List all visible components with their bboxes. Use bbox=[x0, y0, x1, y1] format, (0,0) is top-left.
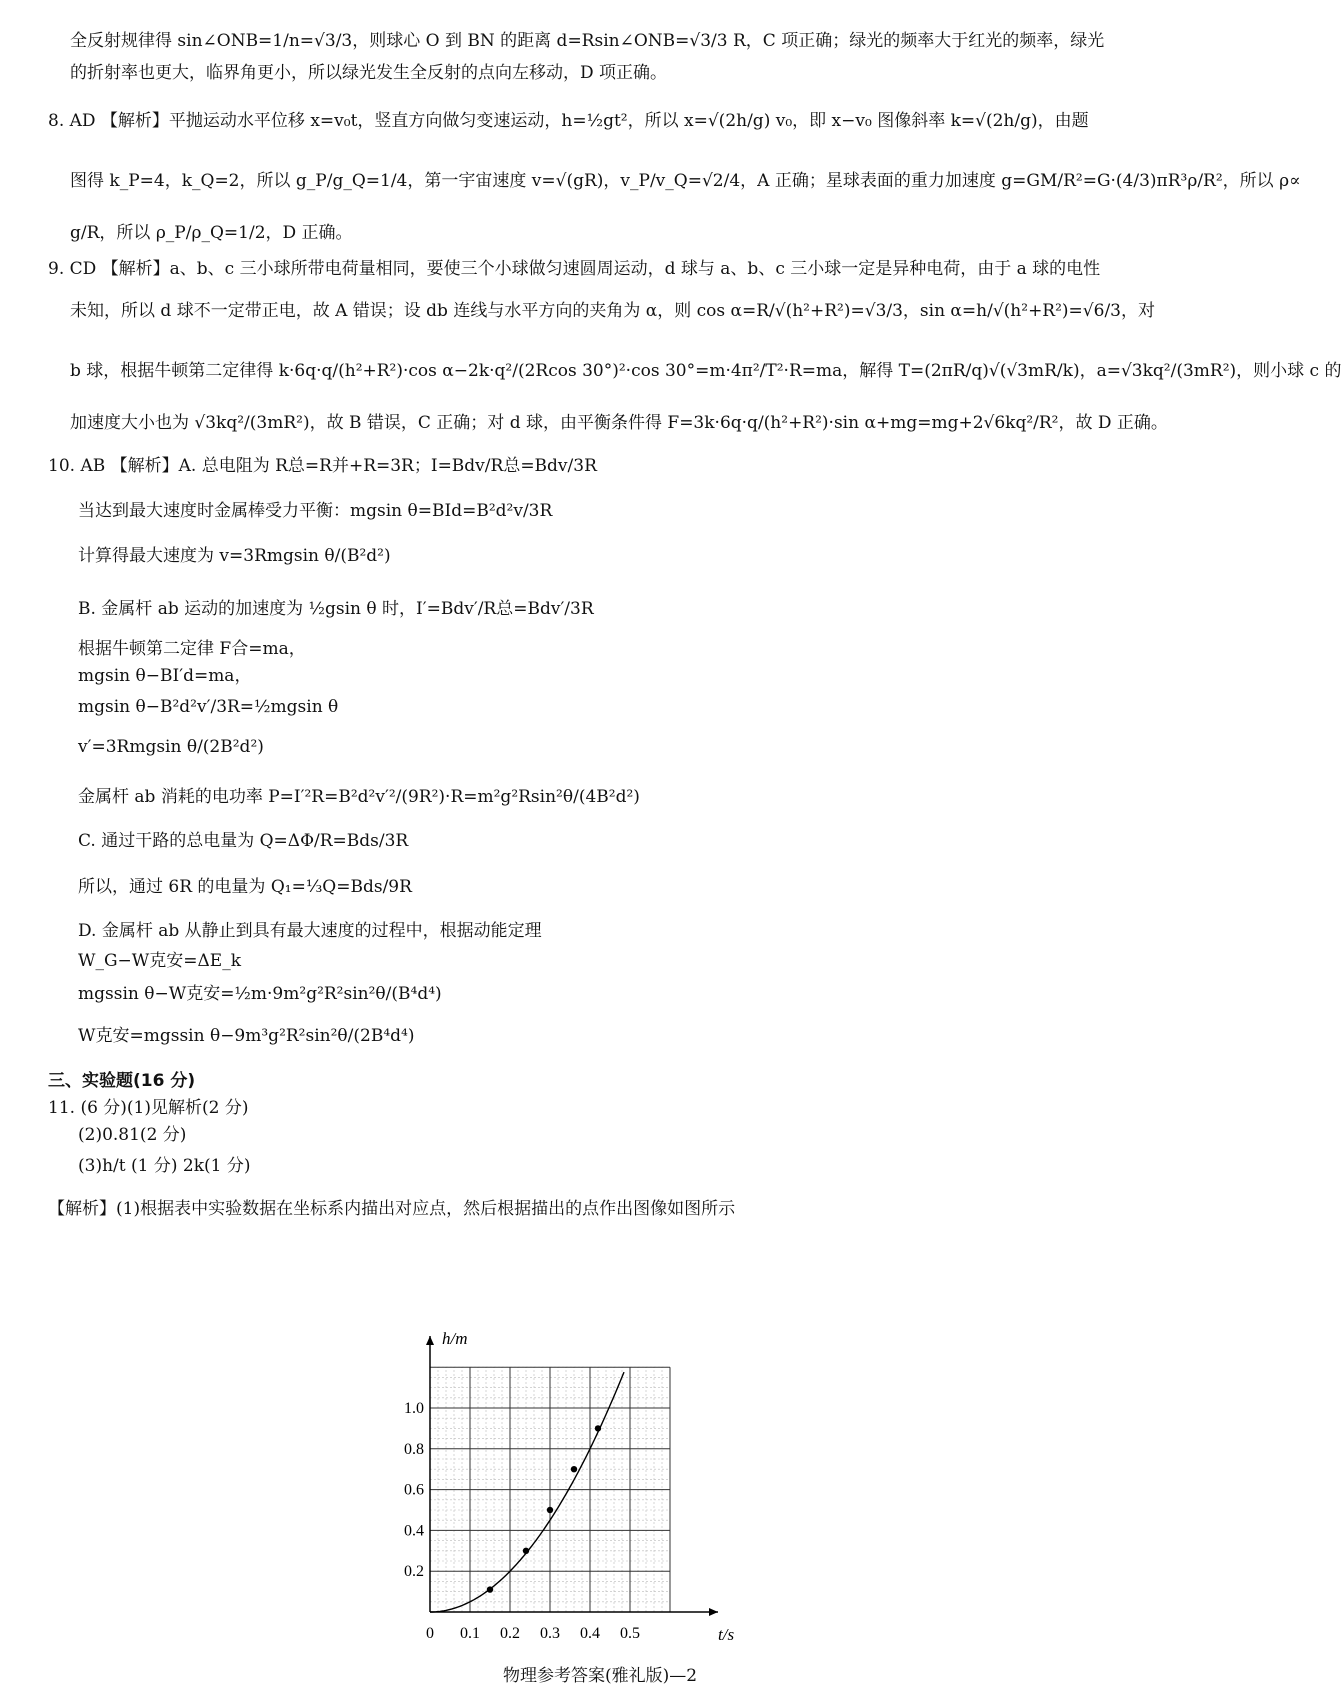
text-line: W_G−W克安=ΔE_k bbox=[78, 951, 242, 971]
text-line: 8. AD 【解析】平抛运动水平位移 x=v₀t，竖直方向做匀变速运动，h=½gt²，所以 x=√(2h/g) v₀，即 x−v₀ 图像斜率 k=√(2h/g)，由题 bbox=[48, 111, 1089, 131]
text-line: (3)h/t (1 分) 2k(1 分) bbox=[78, 1156, 251, 1176]
text-line: 计算得最大速度为 v=3Rmgsin θ/(B²d²) bbox=[78, 546, 391, 566]
text-line: 11. (6 分)(1)见解析(2 分) bbox=[48, 1098, 249, 1118]
text-line: 【解析】(1)根据表中实验数据在坐标系内描出对应点，然后根据描出的点作出图像如图所示 bbox=[48, 1199, 736, 1219]
x-tick-label: 0.5 bbox=[620, 1625, 640, 1642]
text-line: D. 金属杆 ab 从静止到具有最大速度的过程中，根据动能定理 bbox=[78, 921, 542, 941]
chart-points bbox=[487, 1425, 601, 1593]
x-tick-label: 0.3 bbox=[540, 1625, 560, 1642]
text-line: B. 金属杆 ab 运动的加速度为 ½gsin θ 时，I′=Bdv′/R总=Bdv′/3R bbox=[78, 599, 594, 619]
text-line: 未知，所以 d 球不一定带正电，故 A 错误；设 db 连线与水平方向的夹角为 α，则 cos α=R/√(h²+R²)=√3/3，sin α=h/√(h²+R²)=√6/3，对 bbox=[70, 301, 1155, 321]
x-tick-label: 0 bbox=[426, 1625, 434, 1642]
y-axis-arrow-icon bbox=[426, 1336, 434, 1345]
h-t-chart bbox=[400, 1330, 820, 1650]
text-line: 10. AB 【解析】A. 总电阻为 R总=R并+R=3R；I=Bdv/R总=Bdv/3R bbox=[48, 456, 597, 476]
chart-grid bbox=[430, 1367, 670, 1612]
text-line: W克安=mgssin θ−9m³g²R²sin²θ/(2B⁴d⁴) bbox=[78, 1026, 415, 1046]
y-tick-label: 0.4 bbox=[404, 1522, 424, 1540]
text-line: 金属杆 ab 消耗的电功率 P=I′²R=B²d²v′²/(9R²)·R=m²g²Rsin²θ/(4B²d²) bbox=[78, 787, 640, 807]
text-line: b 球，根据牛顿第二定律得 k·6q·q/(h²+R²)·cos α−2k·q²/(2Rcos 30°)²·cos 30°=m·4π²/T²·R=ma，解得 T=(2πR/q)√(√3mR/k)，a=√3kq²/(3mR²)，则小球 c 的 bbox=[70, 361, 1341, 381]
x-tick-label: 0.4 bbox=[580, 1625, 600, 1642]
text-line: 三、实验题(16 分) bbox=[48, 1071, 196, 1091]
y-tick-label: 0.8 bbox=[404, 1440, 424, 1458]
text-line: 的折射率也更大，临界角更小，所以绿光发生全反射的点向左移动，D 项正确。 bbox=[70, 63, 668, 83]
x-axis-label: t/s bbox=[718, 1625, 735, 1644]
data-point bbox=[595, 1425, 601, 1431]
text-line: v′=3Rmgsin θ/(2B²d²) bbox=[78, 737, 264, 757]
y-tick-label: 0.6 bbox=[404, 1481, 424, 1499]
x-tick-label: 0.1 bbox=[460, 1625, 480, 1642]
text-line: 加速度大小也为 √3kq²/(3mR²)，故 B 错误，C 正确；对 d 球，由平衡条件得 F=3k·6q·q/(h²+R²)·sin α+mg=mg+2√6kq²/R²，故 D 正确。 bbox=[70, 413, 1168, 433]
x-tick-label: 0.2 bbox=[500, 1625, 520, 1642]
text-line: 根据牛顿第二定律 F合=ma， bbox=[78, 639, 306, 659]
text-line: 全反射规律得 sin∠ONB=1/n=√3/3，则球心 O 到 BN 的距离 d=Rsin∠ONB=√3/3 R，C 项正确；绿光的频率大于红光的频率，绿光 bbox=[70, 31, 1105, 51]
text-line: mgssin θ−W克安=½m·9m²g²R²sin²θ/(B⁴d⁴) bbox=[78, 984, 442, 1004]
y-axis-label: h/m bbox=[442, 1329, 468, 1348]
chart-labels bbox=[404, 1329, 734, 1644]
text-line: (2)0.81(2 分) bbox=[78, 1125, 187, 1145]
text-line: mgsin θ−BI′d=ma， bbox=[78, 666, 252, 686]
text-line: 图得 k_P=4，k_Q=2，所以 g_P/g_Q=1/4，第一宇宙速度 v=√(gR)，v_P/v_Q=√2/4，A 正确；星球表面的重力加速度 g=GM/R²=G·(4/3)πR³ρ/R²，所以 ρ∝ bbox=[70, 171, 1301, 191]
y-tick-label: 1.0 bbox=[404, 1400, 424, 1417]
data-point bbox=[571, 1466, 577, 1472]
data-point bbox=[547, 1507, 553, 1513]
text-line: 所以，通过 6R 的电量为 Q₁=⅓Q=Bds/9R bbox=[78, 877, 412, 897]
text-line: 9. CD 【解析】a、b、c 三小球所带电荷量相同，要使三个小球做匀速圆周运动，d 球与 a、b、c 三小球一定是异种电荷，由于 a 球的电性 bbox=[48, 259, 1101, 279]
data-point bbox=[487, 1586, 493, 1592]
text-line: C. 通过干路的总电量为 Q=ΔΦ/R=Bds/3R bbox=[78, 831, 409, 851]
text-line: mgsin θ−B²d²v′/3R=½mgsin θ bbox=[78, 697, 339, 717]
text-line: 当达到最大速度时金属棒受力平衡：mgsin θ=BId=B²d²v/3R bbox=[78, 501, 553, 521]
page-footer: 物理参考答案(雅礼版)—2 bbox=[502, 1666, 698, 1686]
x-axis-arrow-icon bbox=[709, 1608, 718, 1616]
text-line: g/R，所以 ρ_P/ρ_Q=1/2，D 正确。 bbox=[70, 223, 353, 243]
data-point bbox=[523, 1548, 529, 1554]
y-tick-label: 0.2 bbox=[404, 1563, 424, 1581]
